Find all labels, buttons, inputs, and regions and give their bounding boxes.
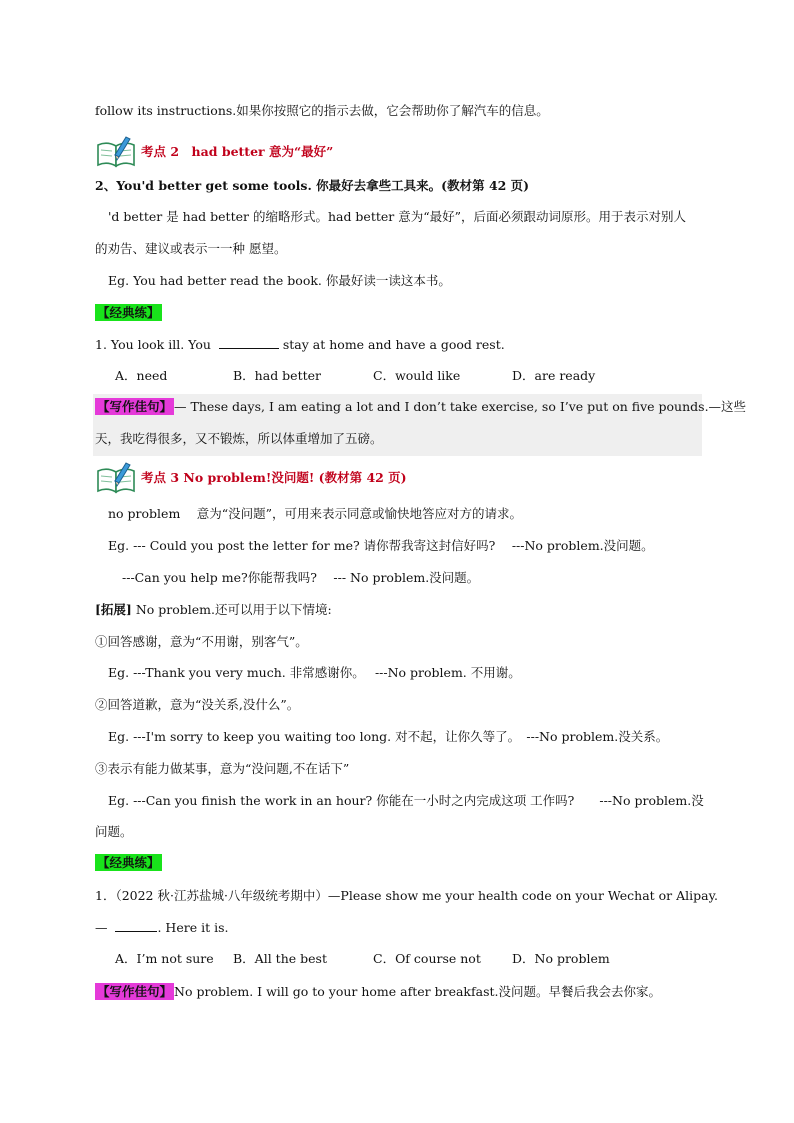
- question-1: [95, 336, 701, 354]
- case-1: ①回答感谢，意为“不用谢，别客气”。: [95, 634, 308, 649]
- writing-text: 天，我吃得很多，又不锻炼，所以体重增加了五磅。: [95, 431, 383, 446]
- example-sentence: Eg. ---Thank you very much. 非常感谢你。 ---No problem. 不用谢。: [108, 665, 521, 680]
- extension-text: No problem.还可以用于以下情境:: [131, 602, 332, 617]
- answer-blank: [219, 336, 279, 349]
- question-text: 1. You look ill. You: [95, 337, 211, 352]
- book-pencil-icon: [95, 459, 139, 495]
- tag-classic: 【经典练】: [97, 855, 160, 870]
- option: C．would like: [373, 368, 461, 383]
- example-sentence: ---Can you help me?你能帮我吗? --- No problem.没问题。: [122, 570, 480, 585]
- point-heading-3: [95, 459, 407, 495]
- text-line: 问题。: [95, 824, 133, 839]
- book-pencil-icon: [95, 133, 139, 169]
- question-2-answer-line: [95, 919, 701, 937]
- point-title: 考点 3 No problem!没问题! (教材第 42 页): [141, 470, 407, 485]
- option: B．All the best: [233, 951, 327, 966]
- extension-line: [95, 601, 701, 619]
- question-2: 1．（2022 秋·江苏盐城·八年级统考期中）—Please show me your health code on your Wechat or Alipay.: [95, 888, 718, 903]
- classic-practice-label: [95, 304, 701, 322]
- answer-blank: [115, 919, 157, 932]
- option: D．are ready: [512, 368, 596, 383]
- example-sentence: Eg. --- Could you post the letter for me? 请你帮我寄这封信好吗? ---No problem.没问题。: [108, 538, 654, 553]
- extension-label: [拓展]: [95, 602, 132, 617]
- text-line: follow its instructions.如果你按照它的指示去做，它会帮助你了解汽车的信息。: [95, 103, 549, 118]
- case-3: ③表示有能力做某事，意为“没问题,不在话下”: [95, 761, 350, 776]
- question-text: . Here it is.: [157, 920, 229, 935]
- options-row: [115, 950, 675, 968]
- example-sentence: Eg. You had better read the book. 你最好读一读这本书。: [108, 273, 451, 288]
- text-line: 'd better 是 had better 的缩略形式。had better 意为“最好”，后面必须跟动词原形。用于表示对别人: [108, 209, 686, 224]
- point-heading-2: [95, 133, 333, 169]
- text-line: 的劝告、建议或表示一一种 愿望。: [95, 241, 287, 256]
- option: A．I’m not sure: [115, 951, 214, 966]
- writing-text: No problem. I will go to your home after breakfast.没问题。早餐后我会去你家。: [174, 984, 661, 999]
- example-heading: 2、You'd better get some tools. 你最好去拿些工具来。(教材第 42 页): [95, 178, 530, 193]
- point-title: 考点 2 had better 意为“最好”: [141, 144, 334, 159]
- writing-sentence: [95, 398, 747, 416]
- tag-classic: 【经典练】: [97, 305, 160, 320]
- option: B．had better: [233, 368, 321, 383]
- option: A．need: [115, 368, 168, 383]
- writing-sentence: [95, 983, 701, 1001]
- text-line: no problem 意为“没问题”，可用来表示同意或愉快地答应对方的请求。: [108, 506, 523, 521]
- tag-writing: 【写作佳句】: [97, 984, 173, 999]
- classic-practice-label: [95, 854, 701, 872]
- options-row: [115, 367, 675, 385]
- option: C．Of course not: [373, 951, 481, 966]
- dash: —: [95, 920, 108, 935]
- example-sentence: Eg. ---I'm sorry to keep you waiting too long. 对不起，让你久等了。 ---No problem.没关系。: [108, 729, 669, 744]
- option: D．No problem: [512, 951, 610, 966]
- tag-writing: 【写作佳句】: [97, 399, 173, 414]
- case-2: ②回答道歉，意为“没关系,没什么”。: [95, 697, 300, 712]
- writing-text: — These days, I am eating a lot and I don’t take exercise, so I’ve put on five pounds.—这些: [174, 399, 747, 414]
- question-text: stay at home and have a good rest.: [278, 337, 505, 352]
- example-sentence: Eg. ---Can you finish the work in an hour? 你能在一小时之内完成这项 工作吗? ---No problem.没: [108, 793, 704, 808]
